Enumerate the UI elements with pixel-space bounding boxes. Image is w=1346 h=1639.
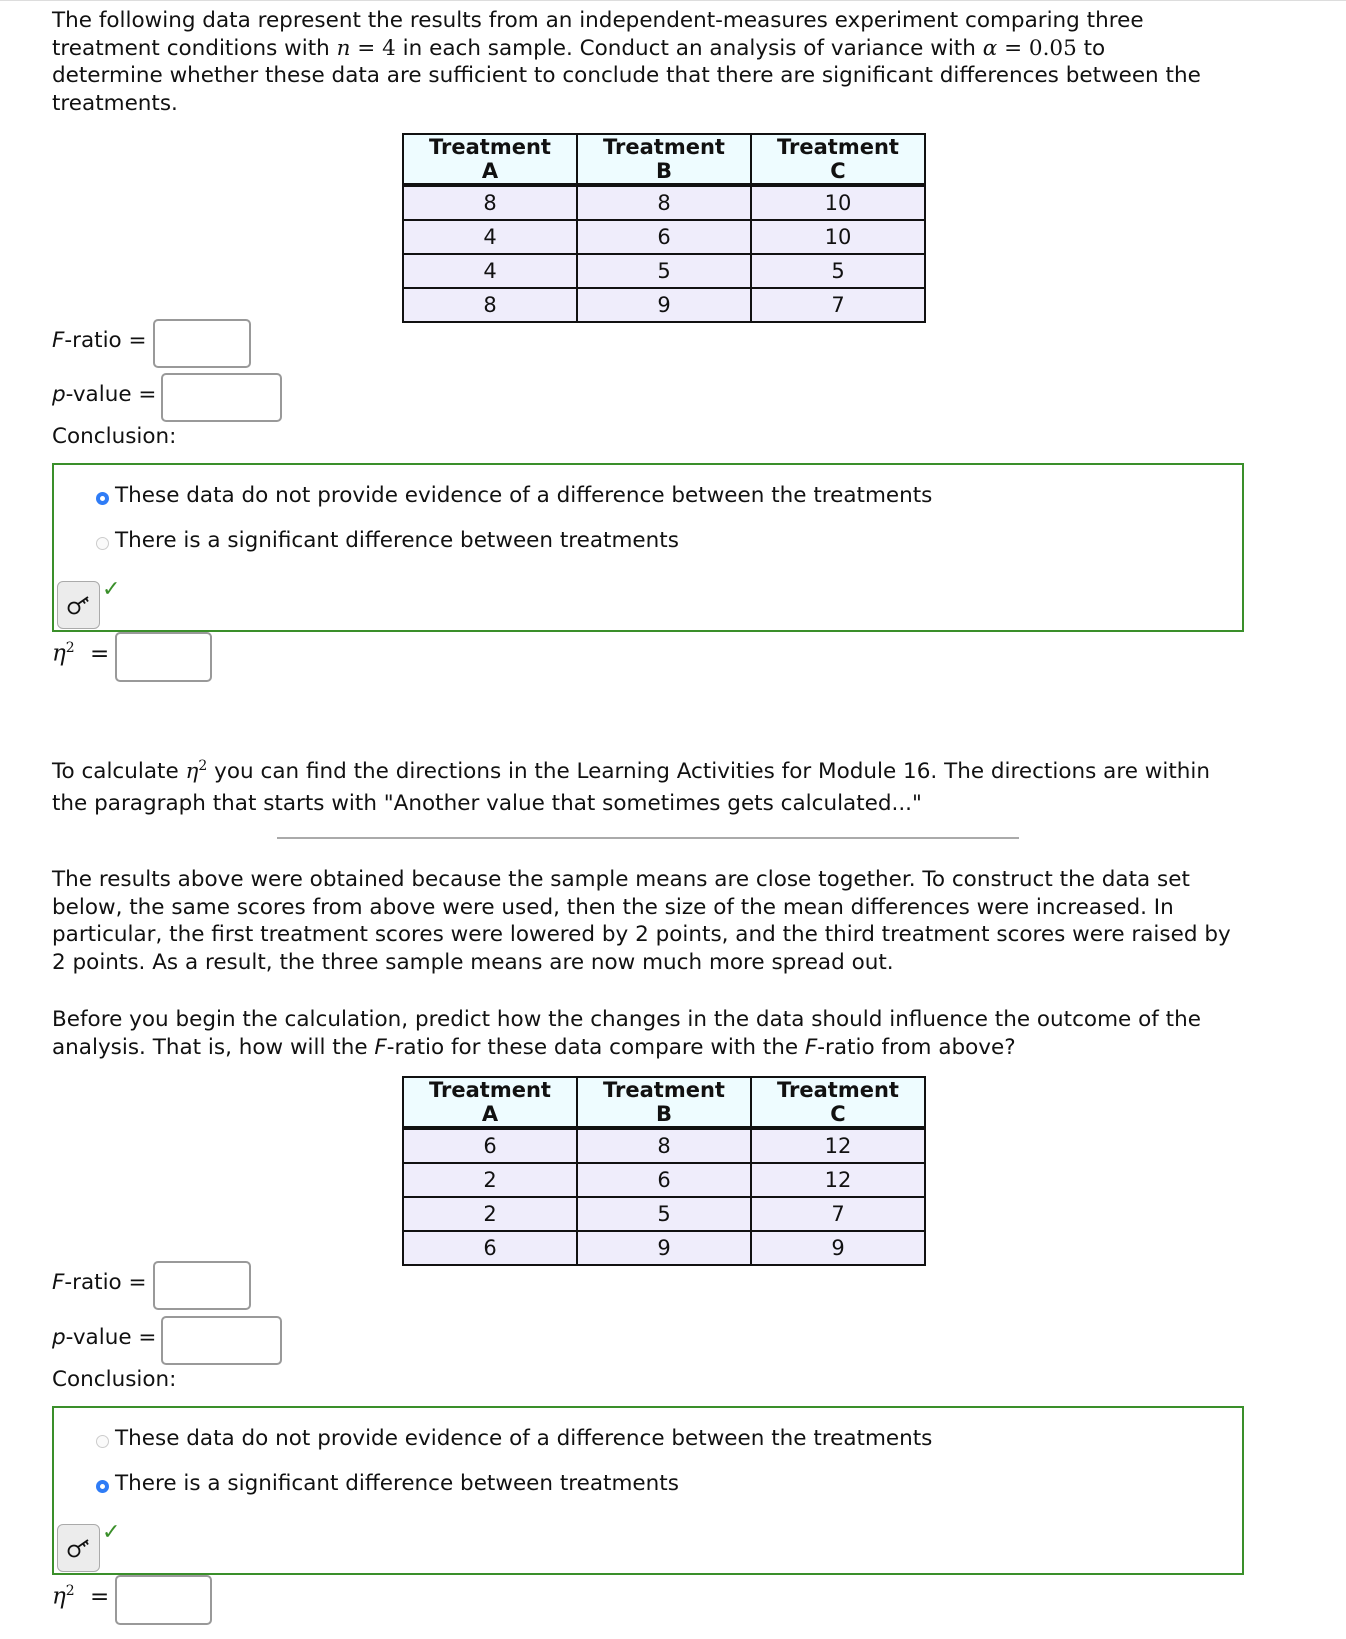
table-row <box>403 220 925 254</box>
note-line: the paragraph that starts with "Another value that sometimes gets calculated..." <box>52 790 922 816</box>
text: Before you begin the calculation, predict how the changes in the data should influence the outcome of the <box>52 1007 1201 1032</box>
table-cell: 5 <box>577 1197 751 1231</box>
f-ratio-input-2[interactable] <box>153 1261 251 1310</box>
table-cell: 6 <box>403 1231 577 1265</box>
p-value-label <box>52 1325 156 1350</box>
data-table-2 <box>402 1076 926 1266</box>
intro-text <box>52 7 1252 117</box>
f: F <box>52 328 65 353</box>
column-header: Treatment A <box>403 134 577 185</box>
table-cell: 4 <box>403 254 577 288</box>
radio-selected-icon[interactable] <box>96 492 109 505</box>
alpha-value: = 0.05 <box>997 35 1077 61</box>
radio-unselected-icon[interactable] <box>96 537 109 550</box>
table-row <box>403 288 925 322</box>
eta-squared-input-2[interactable] <box>115 1575 212 1625</box>
equals: = <box>90 640 110 667</box>
option-label: These data do not provide evidence of a difference between the treatments <box>115 1426 933 1451</box>
table-cell: 8 <box>577 185 751 220</box>
intro-line <box>52 35 1252 63</box>
text: -ratio = <box>64 328 147 353</box>
eta-note <box>52 753 1252 817</box>
correct-check-icon: ✓ <box>102 1520 121 1545</box>
conclusion-option-significant[interactable] <box>96 528 679 553</box>
results-paragraph <box>52 866 1252 976</box>
alpha-variable: α <box>982 35 998 61</box>
equals: = <box>90 1583 110 1610</box>
table-cell: 10 <box>751 220 925 254</box>
table-header-row <box>403 134 925 185</box>
text-line: particular, the first treatment scores were lowered by 2 points, and the third treatment scores were raised by <box>52 922 1231 947</box>
text-line: below, the same scores from above were used, then the size of the mean differences were increased. In <box>52 894 1174 920</box>
table-row <box>403 1163 925 1197</box>
table-cell: 6 <box>577 220 751 254</box>
text-line <box>52 1034 1252 1062</box>
conclusion-answer-box-1 <box>52 463 1244 632</box>
table-cell: 9 <box>577 288 751 322</box>
exponent: 2 <box>65 640 75 656</box>
text: in each sample. Conduct an analysis of variance with <box>395 35 983 61</box>
eta: η <box>52 1583 66 1610</box>
eta-squared-input[interactable] <box>115 632 212 682</box>
conclusion-option-significant[interactable] <box>96 1471 679 1496</box>
conclusion-option-no-difference[interactable] <box>96 483 932 508</box>
table-header-row <box>403 1077 925 1128</box>
table-cell: 2 <box>403 1197 577 1231</box>
f: F <box>52 1270 65 1295</box>
answer-key-button[interactable] <box>57 1524 100 1572</box>
f-ratio-label <box>52 328 147 353</box>
table-row <box>403 1231 925 1265</box>
text: -ratio = <box>64 1270 147 1295</box>
table-cell: 4 <box>403 220 577 254</box>
f: F <box>804 1034 818 1060</box>
table-cell: 12 <box>751 1128 925 1163</box>
table-cell: 8 <box>403 288 577 322</box>
text: -ratio from above? <box>817 1034 1016 1060</box>
f: F <box>374 1034 387 1060</box>
eta-squared-label <box>52 640 109 667</box>
option-label: There is a significant difference between treatments <box>115 1471 679 1496</box>
text-line: 2 points. As a result, the three sample means are now much more spread out. <box>52 949 894 975</box>
text-line: The results above were obtained because the sample means are close together. To construct the data set <box>52 867 1190 892</box>
table-row <box>403 1197 925 1231</box>
table-cell: 5 <box>577 254 751 288</box>
table-cell: 10 <box>751 185 925 220</box>
eta-squared-label <box>52 1583 109 1610</box>
section-divider <box>277 837 1019 839</box>
table-row <box>403 1128 925 1163</box>
predict-paragraph <box>52 1006 1252 1061</box>
text: -ratio for these data compare with the <box>386 1034 805 1060</box>
conclusion-label: Conclusion: <box>52 1367 177 1392</box>
f-ratio-label <box>52 1270 147 1295</box>
column-header: Treatment B <box>577 1077 751 1128</box>
n-value: = 4 <box>350 35 396 61</box>
option-label: These data do not provide evidence of a difference between the treatments <box>115 483 933 508</box>
table-row <box>403 254 925 288</box>
table-cell: 8 <box>403 185 577 220</box>
answer-key-button[interactable] <box>57 581 100 629</box>
column-header: Treatment C <box>751 1077 925 1128</box>
intro-line: determine whether these data are sufficient to conclude that there are significant differences between the <box>52 63 1201 88</box>
top-divider <box>0 0 1346 1</box>
key-icon <box>66 594 92 616</box>
text: -value = <box>65 1325 157 1350</box>
exponent: 2 <box>65 1583 75 1599</box>
conclusion-answer-box-2 <box>52 1406 1244 1575</box>
p-value-input-2[interactable] <box>161 1316 282 1365</box>
conclusion-label: Conclusion: <box>52 424 177 449</box>
text: to <box>1076 35 1106 61</box>
table-cell: 6 <box>577 1163 751 1197</box>
table-cell: 7 <box>751 1197 925 1231</box>
table-cell: 9 <box>577 1231 751 1265</box>
eta: η <box>52 640 66 667</box>
correct-check-icon: ✓ <box>102 577 121 602</box>
p-value-input[interactable] <box>161 373 282 422</box>
note-line <box>52 753 1252 786</box>
text: analysis. That is, how will the <box>52 1034 375 1060</box>
table-cell: 6 <box>403 1128 577 1163</box>
radio-unselected-icon[interactable] <box>96 1435 109 1448</box>
radio-selected-icon[interactable] <box>96 1480 109 1493</box>
text: -value = <box>65 382 157 407</box>
table-cell: 8 <box>577 1128 751 1163</box>
intro-line: treatments. <box>52 90 178 116</box>
p-value-label <box>52 382 156 407</box>
f-ratio-input[interactable] <box>153 319 251 368</box>
column-header: Treatment C <box>751 134 925 185</box>
text: treatment conditions with <box>52 35 337 61</box>
exponent: 2 <box>198 758 208 774</box>
p: p <box>52 1325 66 1350</box>
key-icon <box>66 1537 92 1559</box>
text: To calculate <box>52 759 186 785</box>
table-cell: 12 <box>751 1163 925 1197</box>
n-variable: n <box>336 35 351 61</box>
eta: η <box>185 759 199 785</box>
conclusion-option-no-difference[interactable] <box>96 1426 932 1451</box>
p: p <box>52 382 66 407</box>
column-header: Treatment A <box>403 1077 577 1128</box>
column-header: Treatment B <box>577 134 751 185</box>
table-cell: 7 <box>751 288 925 322</box>
table-cell: 9 <box>751 1231 925 1265</box>
data-table-1 <box>402 133 926 323</box>
intro-line: The following data represent the results from an independent-measures experiment comparing three <box>52 8 1144 33</box>
text: you can find the directions in the Learning Activities for Module 16. The directions are within <box>207 759 1210 785</box>
option-label: There is a significant difference between treatments <box>115 528 679 553</box>
table-cell: 5 <box>751 254 925 288</box>
table-row <box>403 185 925 220</box>
table-cell: 2 <box>403 1163 577 1197</box>
